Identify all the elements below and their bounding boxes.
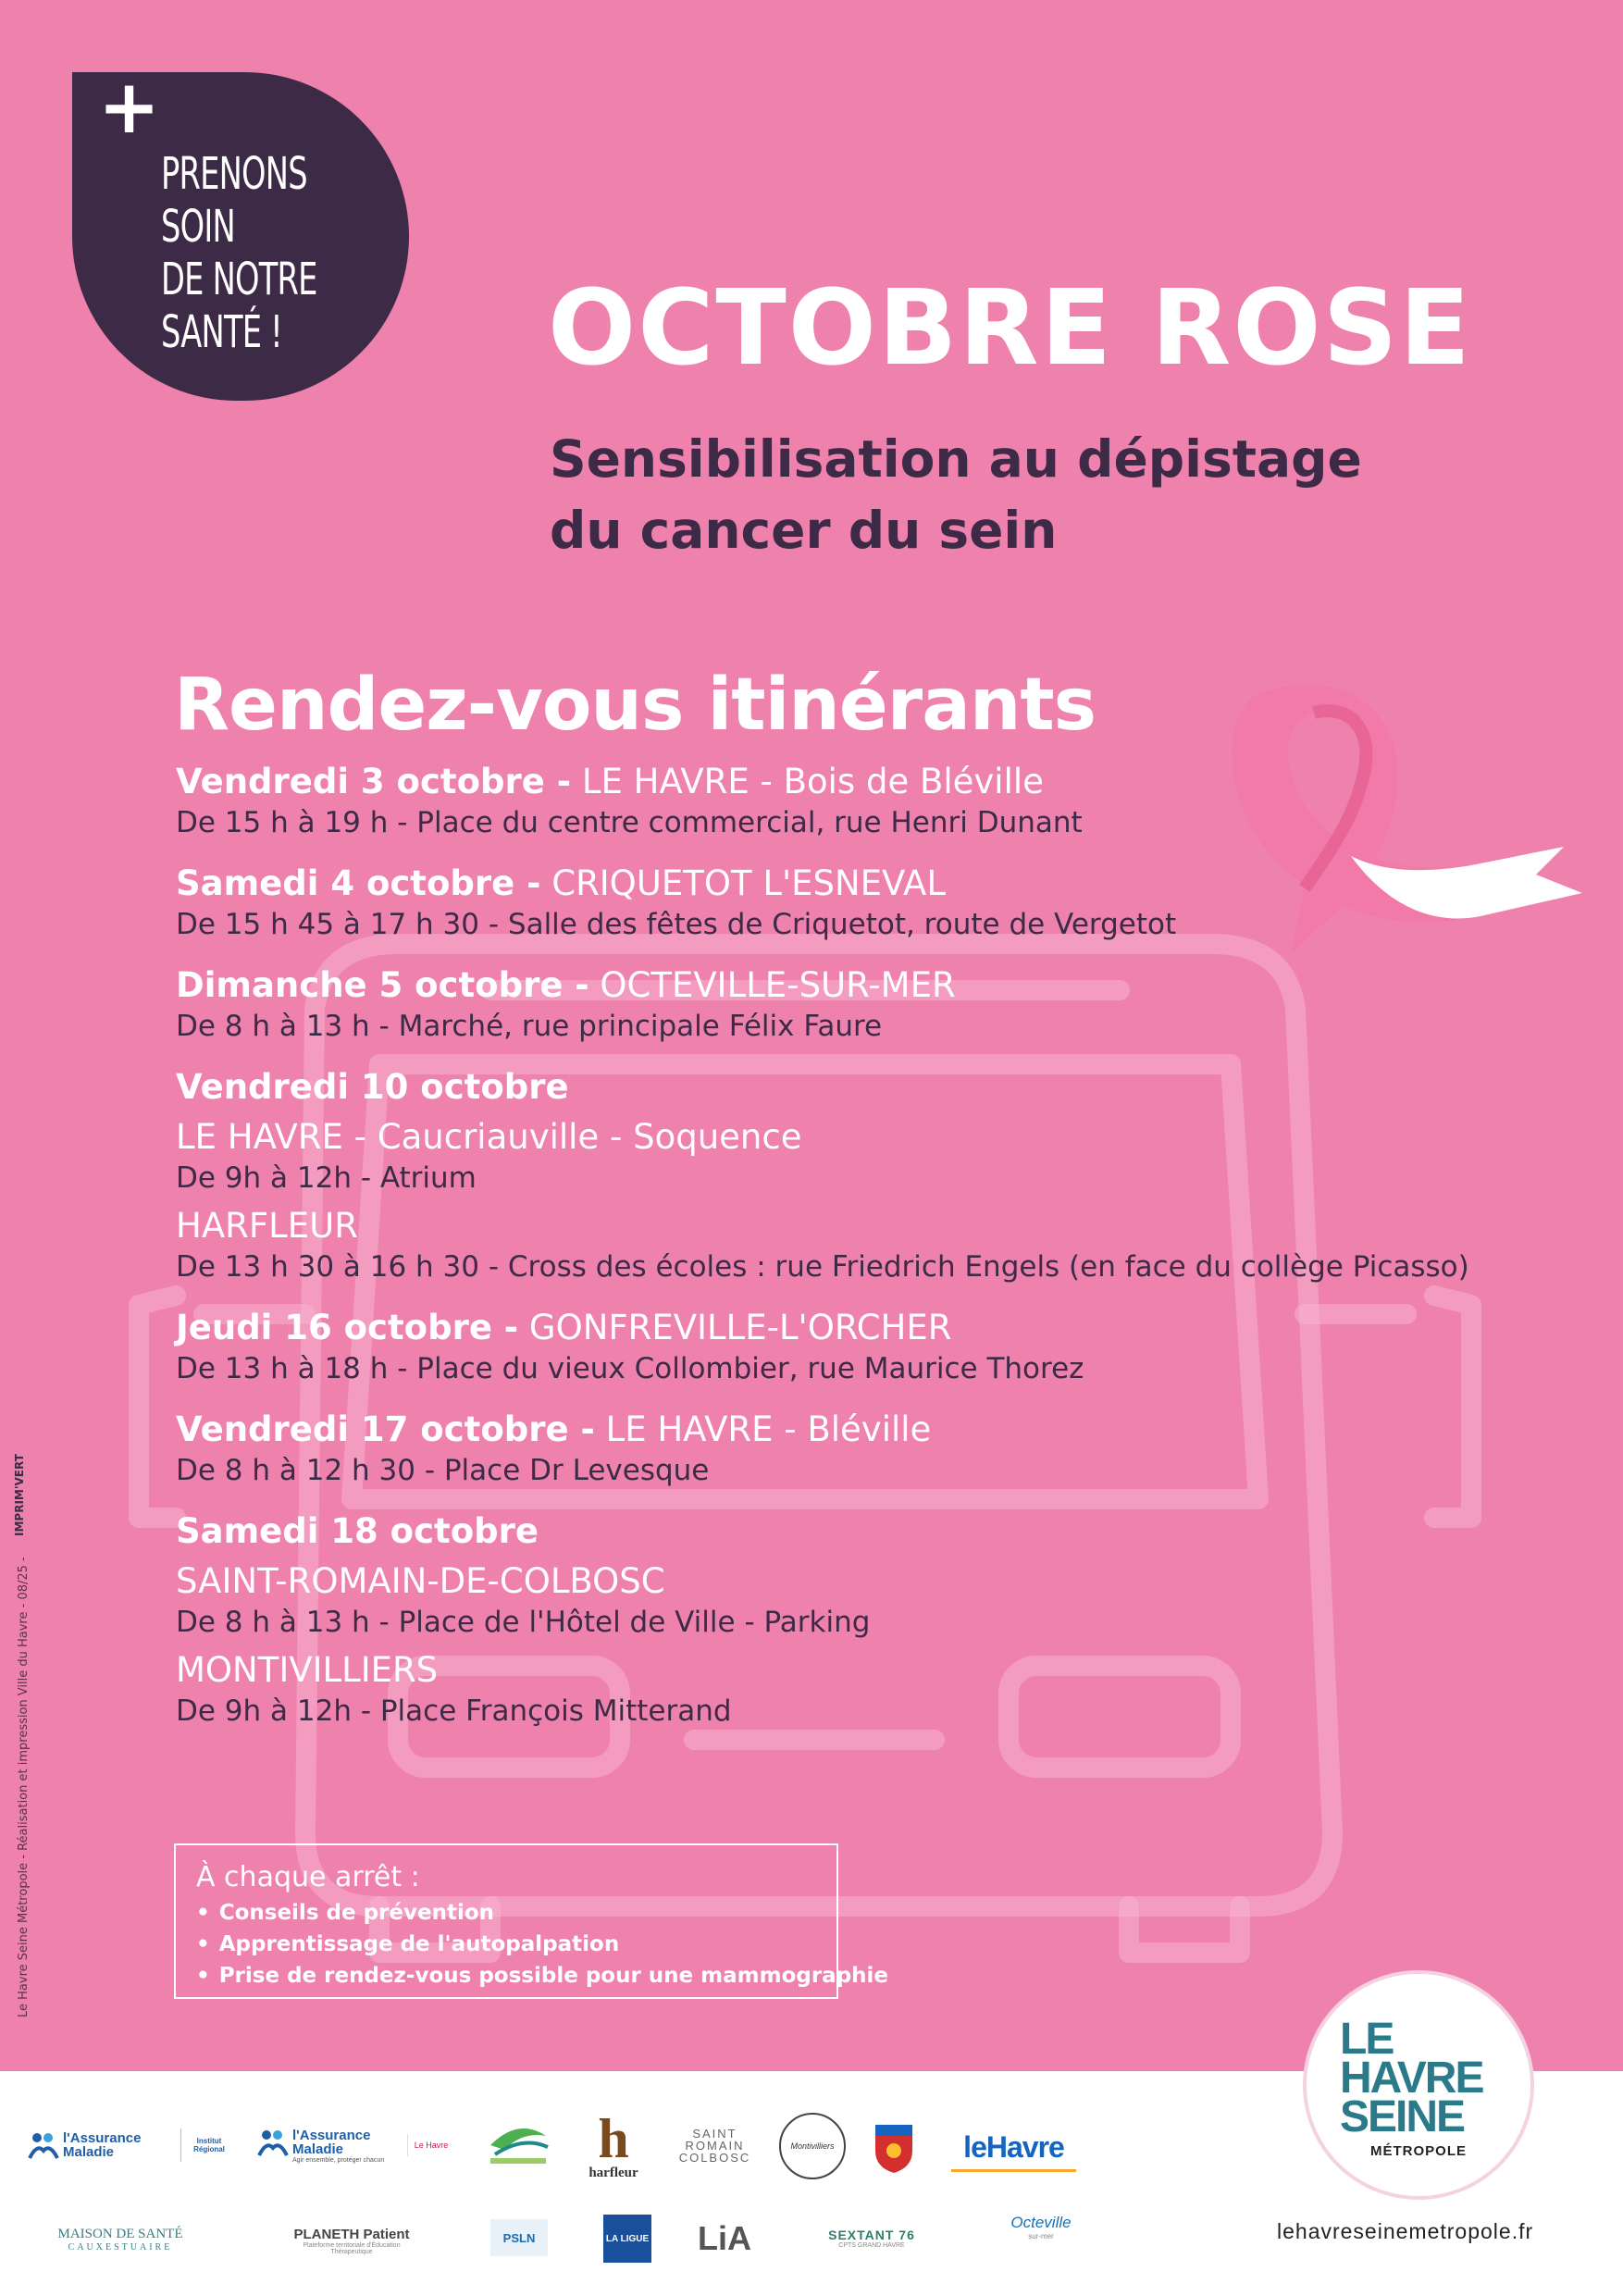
event-sub-stop	[176, 1560, 1545, 1642]
event-heading	[176, 761, 1545, 803]
event-sub-stop	[176, 1205, 1545, 1286]
event-place: LE HAVRE - Bléville	[594, 1409, 932, 1449]
imprim-vert-logo: IMPRIM'VERT	[13, 1454, 26, 1536]
event-place: LE HAVRE - Caucriauville - Soquence	[176, 1117, 802, 1157]
sextant-sub: CPTS GRAND HAVRE	[838, 2241, 905, 2249]
event-heading	[176, 964, 1545, 1007]
event-day: Vendredi 17 octobre -	[176, 1409, 595, 1449]
assurance-maladie-le-havre-logo	[257, 2122, 396, 2168]
section-title: Rendez-vous itinérants	[174, 664, 1096, 747]
octeville-name: Octeville	[1010, 2213, 1072, 2231]
metropole-line: LE	[1340, 2015, 1394, 2064]
assurance-name: Maladie	[292, 2141, 344, 2157]
info-box-item: • Conseils de prévention	[196, 1897, 816, 1929]
assurance-tagline: Agir ensemble, protéger chacun	[292, 2156, 385, 2164]
event-place: SAINT-ROMAIN-DE-COLBOSC	[176, 1561, 665, 1601]
schedule-event	[176, 761, 1545, 842]
la-ligue-logo: LA LIGUE	[603, 2215, 651, 2263]
planeth-logo	[264, 2208, 440, 2273]
badge-line: PRENONS	[161, 148, 307, 200]
planeth-sub: Plateforme territoriale d'Éducation Thérapeutique	[303, 2241, 401, 2255]
metropole-line: HAVRE	[1340, 2054, 1483, 2103]
event-detail: De 9h à 12h - Atrium	[176, 1161, 477, 1195]
harfleur-logo	[581, 2104, 646, 2189]
event-heading	[176, 863, 1545, 905]
badge-line: SOIN	[161, 201, 235, 253]
harfleur-name: harfleur	[588, 2165, 638, 2180]
event-place: MONTIVILLIERS	[176, 1650, 439, 1690]
schedule-event	[176, 1066, 1545, 1286]
metropole-sub: MÉTROPOLE	[1369, 2143, 1467, 2159]
saint-romain-logo	[666, 2117, 763, 2173]
saint-romain-line: COLBOSC	[678, 2150, 751, 2165]
sextant-logo	[807, 2210, 936, 2265]
institut-logo: Institut Régional	[180, 2128, 237, 2162]
event-sub-stop	[176, 1116, 1545, 1198]
badge-line: SANTÉ !	[161, 306, 282, 358]
maison-sante-name: MAISON DE SANTÉ	[57, 2227, 183, 2241]
maison-sante-logo	[28, 2217, 213, 2262]
event-place: OCTEVILLE-SUR-MER	[588, 965, 956, 1005]
website-link[interactable]: lehavreseinemetropole.fr	[1277, 2219, 1534, 2243]
page-title: OCTOBRE ROSE	[548, 268, 1472, 389]
metropole-line: SEINE	[1340, 2092, 1465, 2141]
event-detail: De 15 h 45 à 17 h 30 - Salle des fêtes de Criquetot, route de Vergetot	[176, 908, 1177, 941]
assurance-le-havre-label: Le Havre	[407, 2134, 454, 2156]
assurance-name: l'Assurance	[63, 2130, 142, 2146]
event-day: Samedi 18 octobre	[176, 1511, 539, 1551]
octeville-logo	[995, 2199, 1087, 2254]
schedule-list	[176, 761, 1545, 1751]
lia-logo: LiA	[698, 2219, 751, 2257]
event-detail: De 8 h à 13 h - Place de l'Hôtel de Ville - Parking	[176, 1606, 871, 1639]
event-day: Dimanche 5 octobre -	[176, 965, 589, 1005]
assurance-name: Maladie	[63, 2144, 115, 2160]
metropole-logo	[1307, 1974, 1530, 2196]
schedule-event	[176, 964, 1545, 1046]
assurance-name: l'Assurance	[292, 2127, 371, 2143]
info-box	[174, 1843, 889, 1999]
event-heading	[176, 1510, 1545, 1553]
saint-romain-line: ROMAIN	[685, 2138, 745, 2153]
event-sub-stop	[176, 1649, 1545, 1731]
event-detail: De 8 h à 12 h 30 - Place Dr Levesque	[176, 1454, 710, 1487]
info-box-list	[196, 1897, 889, 1992]
event-detail: De 13 h 30 à 16 h 30 - Cross des écoles : rue Friedrich Engels (en face du collège Picasso)	[176, 1250, 1469, 1284]
sextant-name: SEXTANT 76	[828, 2227, 915, 2242]
schedule-event	[176, 1307, 1545, 1388]
maison-sante-sub: CAUXESTUAIRE	[68, 2242, 173, 2253]
assurance-maladie-logo	[28, 2122, 167, 2168]
schedule-event	[176, 1409, 1545, 1490]
montivilliers-logo: Montivilliers	[779, 2113, 846, 2179]
harfleur-letter: h	[598, 2107, 629, 2169]
event-place: GONFREVILLE-L'ORCHER	[518, 1308, 952, 1347]
event-detail: De 9h à 12h - Place François Mitterand	[176, 1694, 732, 1728]
event-heading	[176, 1307, 1545, 1349]
assurance-people-icon	[28, 2130, 59, 2160]
event-day: Vendredi 10 octobre	[176, 1067, 569, 1107]
event-detail: De 13 h à 18 h - Place du vieux Collombier, rue Maurice Thorez	[176, 1352, 1084, 1385]
event-place: HARFLEUR	[176, 1206, 358, 1246]
subtitle-line: du cancer du sein	[550, 501, 1058, 560]
event-heading	[176, 1409, 1545, 1451]
planeth-name: PLANETH Patient	[293, 2226, 410, 2242]
plus-icon: +	[98, 64, 161, 150]
badge-text	[161, 148, 317, 359]
lehavre-logo: leHavre	[951, 2125, 1076, 2172]
schedule-event	[176, 863, 1545, 944]
health-badge	[72, 64, 409, 401]
event-detail: De 8 h à 13 h - Marché, rue principale Félix Faure	[176, 1010, 883, 1043]
event-day: Jeudi 16 octobre -	[176, 1308, 519, 1347]
psln-logo: PSLN	[490, 2219, 548, 2256]
info-box-title: À chaque arrêt :	[196, 1861, 420, 1893]
event-day: Samedi 4 octobre -	[176, 863, 541, 903]
event-heading	[176, 1066, 1545, 1109]
print-credit: Le Havre Seine Métropole - Réalisation et impression Ville du Havre - 08/25 -	[17, 1557, 31, 2017]
schedule-event	[176, 1510, 1545, 1731]
saint-romain-line: SAINT	[692, 2126, 737, 2141]
event-detail: De 15 h à 19 h - Place du centre commercial, rue Henri Dunant	[176, 806, 1083, 839]
assurance-people-icon	[257, 2128, 289, 2157]
info-box-item: • Prise de rendez-vous possible pour une mammographie	[196, 1960, 816, 1992]
event-place: CRIQUETOT L'ESNEVAL	[540, 863, 946, 903]
octeville-sub: sur-mer	[1028, 2231, 1054, 2240]
hospital-logo-icon	[481, 2117, 555, 2168]
event-day: Vendredi 3 octobre -	[176, 762, 572, 801]
page-subtitle	[550, 424, 1362, 566]
metropole-name	[1340, 2015, 1483, 2141]
badge-line: DE NOTRE	[161, 254, 317, 305]
subtitle-line: Sensibilisation au dépistage	[550, 429, 1362, 489]
info-box-item: • Apprentissage de l'autopalpation	[196, 1929, 816, 1960]
event-place: LE HAVRE - Bois de Bléville	[571, 762, 1044, 801]
city-crest-icon	[870, 2116, 918, 2175]
